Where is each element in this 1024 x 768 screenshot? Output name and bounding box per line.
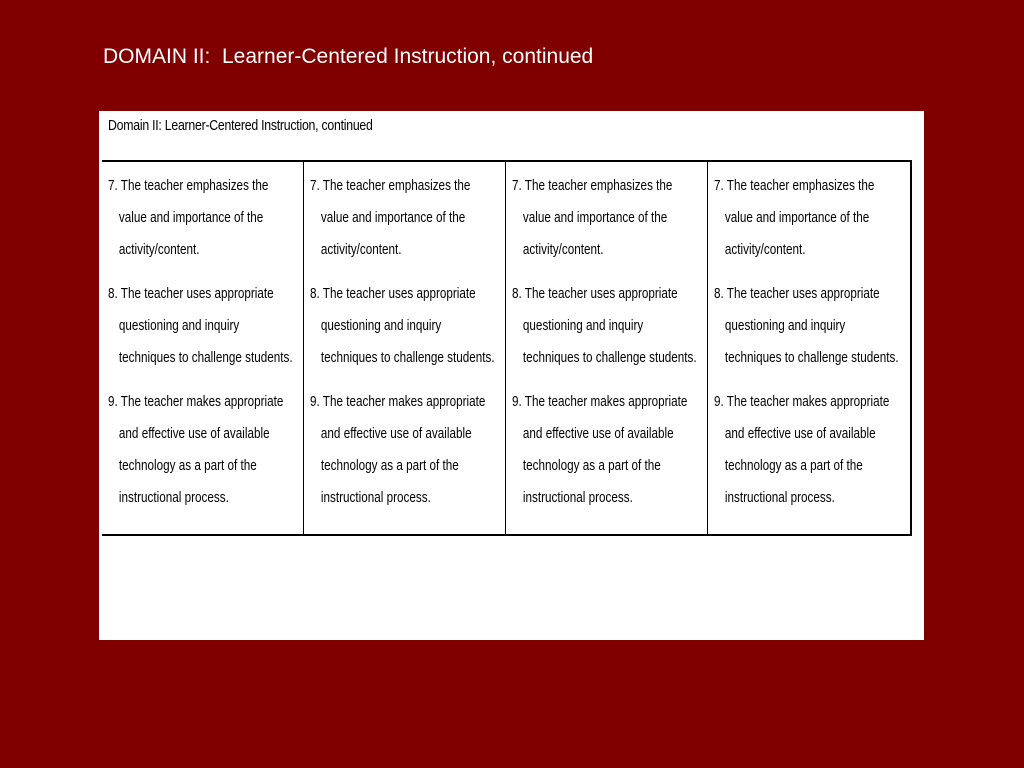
slide-title: DOMAIN II: Learner-Centered Instruction, continued [103,45,594,68]
criterion-9 [108,386,295,514]
table-column-4 [708,162,912,534]
criterion-9 [310,386,497,514]
criterion-9 [512,386,699,514]
criterion-7 [512,170,699,266]
criterion-8 [512,278,699,374]
criterion-text: 7. The teacher emphasizes the value and importance of the activity/content. [108,177,269,258]
criterion-8 [714,278,901,374]
criterion-text: 8. The teacher uses appropriate questioning and inquiry techniques to challenge students. [310,285,495,366]
criterion-text: 8. The teacher uses appropriate questioning and inquiry techniques to challenge students. [714,285,899,366]
criterion-text: 9. The teacher makes appropriate and effective use of available technology as a part of the instructional process. [108,393,284,506]
criterion-8 [108,278,295,374]
criterion-text: 7. The teacher emphasizes the value and importance of the activity/content. [714,177,875,258]
document-image [99,111,924,640]
criterion-8 [310,278,497,374]
table-column-2 [304,162,506,534]
criterion-7 [714,170,901,266]
criterion-9 [714,386,901,514]
table-column-1 [102,162,304,534]
criterion-7 [310,170,497,266]
criterion-text: 7. The teacher emphasizes the value and importance of the activity/content. [310,177,471,258]
criterion-text: 8. The teacher uses appropriate questioning and inquiry techniques to challenge students. [108,285,293,366]
criterion-7 [108,170,295,266]
criterion-text: 8. The teacher uses appropriate questioning and inquiry techniques to challenge students. [512,285,697,366]
criterion-text: 7. The teacher emphasizes the value and importance of the activity/content. [512,177,673,258]
criterion-text: 9. The teacher makes appropriate and effective use of available technology as a part of the instructional process. [714,393,890,506]
criteria-table [102,160,912,536]
document-heading: Domain II: Learner-Centered Instruction, continued [108,117,373,134]
criterion-text: 9. The teacher makes appropriate and effective use of available technology as a part of the instructional process. [310,393,486,506]
table-column-3 [506,162,708,534]
criterion-text: 9. The teacher makes appropriate and effective use of available technology as a part of the instructional process. [512,393,688,506]
